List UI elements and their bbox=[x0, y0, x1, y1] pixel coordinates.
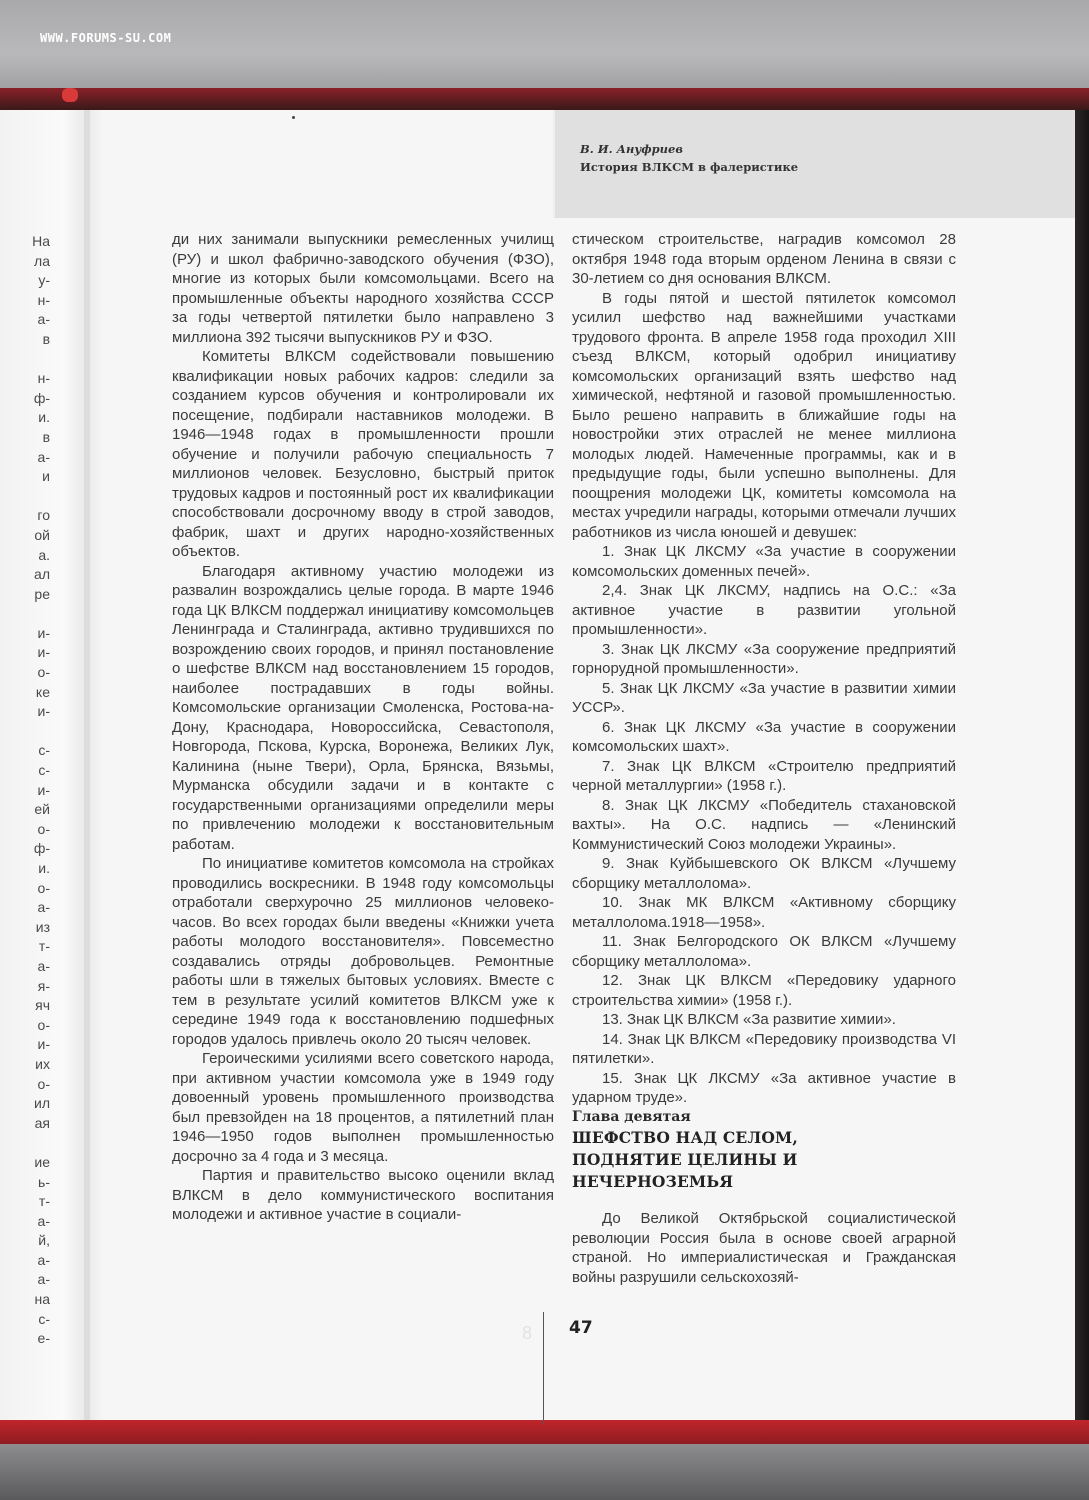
facing-page-line-fragment: ла bbox=[34, 252, 50, 269]
chapter-label: Глава девятая bbox=[572, 1108, 691, 1125]
facing-page-line-fragment: и- bbox=[37, 1036, 50, 1053]
facing-page-line-fragment: а- bbox=[37, 899, 50, 916]
facing-page-line-fragment bbox=[0, 350, 50, 370]
facing-page-line-fragment: и. bbox=[38, 409, 50, 426]
facing-page-line-fragment: ал bbox=[34, 566, 50, 583]
facing-page-line-fragment: н- bbox=[37, 370, 50, 387]
book-cover-top-edge bbox=[0, 88, 1089, 110]
facing-page-line-fragment: с- bbox=[38, 742, 50, 759]
awards-list bbox=[572, 542, 956, 1108]
facing-page-line-fragment: а- bbox=[37, 1212, 50, 1229]
award-list-item: 9. Знак Куйбышевского ОК ВЛКСМ «Лучшему сборщику металлолома». bbox=[572, 855, 956, 892]
chapter-title bbox=[572, 1127, 956, 1193]
facing-page-line-fragment: о- bbox=[37, 820, 50, 837]
chapter-title-line-2: ПОДНЯТИЕ ЦЕЛИНЫ И НЕЧЕРНОЗЕМЬЯ bbox=[572, 1150, 798, 1191]
facing-page-line-fragment: и bbox=[42, 468, 50, 485]
chapter-title-line-1: ШЕФСТВО НАД СЕЛОМ, bbox=[572, 1128, 799, 1147]
facing-page-line-fragment: о- bbox=[37, 664, 50, 681]
facing-page-line-fragment: из bbox=[35, 918, 50, 935]
award-list-item: 5. Знак ЦК ЛКСМУ «За участие в развитии химии УССР». bbox=[572, 679, 956, 716]
facing-page-line-fragment: ой bbox=[34, 526, 50, 543]
cover-corner-mark bbox=[62, 88, 78, 102]
paragraph: стическом строительстве, наградив комсомол 28 октября 1948 года вторым орденом Ленина в связи с 30-летием со дня основания ВЛКСМ. bbox=[572, 231, 956, 287]
facing-page-line-fragment: и- bbox=[37, 703, 50, 720]
paragraph: Комитеты ВЛКСМ содействовали повышению квалификации новых рабочих кадров: следили за созданием курсов обучения и контролировали их посещение, подбирали наставников молодежи. В 1946—1948 годах в промышленности прошли обучение и получили рабочую специальность 7 миллионов человек. Безусловно, быстрый приток трудовых кадров и постоянный рост их квалификации способствовали досрочному вводу в строй заводов, фабрик, шахт и других народно-хозяйственных объектов. bbox=[172, 348, 554, 560]
page-number: 47 bbox=[569, 1318, 593, 1338]
award-list-item: 11. Знак Белгородского ОК ВЛКСМ «Лучшему сборщику металлолома». bbox=[572, 933, 956, 970]
award-list-item: 2,4. Знак ЦК ЛКСМУ, надпись на О.С.: «За активное участие в развитии угольной промышленности». bbox=[572, 582, 956, 638]
facing-page-line-fragment: их bbox=[35, 1055, 50, 1072]
award-list-item: 1. Знак ЦК ЛКСМУ «За участие в сооружении комсомольских доменных печей». bbox=[572, 543, 956, 580]
header-divider bbox=[553, 110, 555, 218]
facing-page-line-fragment: яч bbox=[35, 997, 50, 1014]
facing-page-line-fragment: й, bbox=[38, 1232, 50, 1249]
facing-page-line-fragment: го bbox=[37, 507, 50, 524]
facing-page-text-fragments bbox=[0, 232, 50, 1349]
facing-page-line-fragment bbox=[0, 604, 50, 624]
paragraph: В годы пятой и шестой пятилеток комсомол усилил шефство над важнейшими участками трудового фронта. В апреле 1958 года проходил XIII съезд ВЛКСМ, который одобрил инициативу комсомольских организаций взять шефство над химической, нефтяной и газовой промышленностью. Было решено направить в ближайшие годы на новостройки этих отраслей не менее миллиона молодых людей. Намеченные программы, как и в предыдущие годы, были успешно выполнены. Для поощрения молодежи ЦК, комитеты комсомола на местах учредили награды, которыми отмечали лучших работников из числа юношей и девушек: bbox=[572, 289, 956, 541]
facing-page-line-fragment: н- bbox=[37, 291, 50, 308]
facing-page-line-fragment: и. bbox=[38, 860, 50, 876]
award-list-item: 10. Знак МК ВЛКСМ «Активному сборщику металлолома.1918—1958». bbox=[572, 894, 956, 931]
facing-page-line-fragment: а- bbox=[37, 1271, 50, 1288]
facing-page-line-fragment: я- bbox=[37, 977, 50, 994]
award-list-item: 7. Знак ЦК ВЛКСМ «Строителю предприятий черной металлургии» (1958 г.). bbox=[572, 757, 956, 794]
facing-page-line-fragment: у- bbox=[38, 272, 50, 289]
paragraph: Благодаря активному участию молодежи из развалин возрождались целые города. В марте 1946 года ЦК ВЛКСМ поддержал инициативу комсомольцев Ленинграда и Сталинграда, активно трудившихся по возрождению своих городов, и принял постановление о шефстве ВЛКСМ над восстановлением 15 городов, наиболее пострадавших в годы войны. Комсомольские организации Смоленска, Ростова-на-Дону, Краснодара, Новороссийска, Севастополя, Новгорода, Пскова, Курска, Воронежа, Великих Лук, Калинина (ныне Твери), Орла, Брянска, Вязьмы, Мурманска обсудили задачи и в контакте с государственными организациями определили меры по привлечению молодежи к восстановительным работам. bbox=[172, 562, 554, 853]
facing-page-line-fragment bbox=[0, 722, 50, 742]
facing-page-line-fragment: ф- bbox=[33, 840, 50, 857]
watermark: WWW.FORUMS-SU.COM bbox=[40, 31, 172, 45]
facing-page-line-fragment: а- bbox=[37, 957, 50, 974]
paragraph: Партия и правительство высоко оценили вклад ВЛКСМ в дело коммунистического воспитания молодежи и активное участие в социали- bbox=[172, 1167, 554, 1223]
award-list-item: 6. Знак ЦК ЛКСМУ «За участие в сооружении комсомольских шахт». bbox=[572, 718, 956, 755]
award-list-item: 15. Знак ЦК ЛКСМУ «За активное участие в ударном труде». bbox=[572, 1069, 956, 1106]
facing-page-line-fragment: а- bbox=[37, 1251, 50, 1268]
facing-page-line-fragment: и- bbox=[37, 781, 50, 798]
facing-page-line-fragment: а- bbox=[37, 448, 50, 465]
facing-page-line-fragment: с- bbox=[38, 762, 50, 779]
facing-page-line-fragment bbox=[0, 487, 50, 507]
book-cover-right-edge bbox=[1075, 110, 1089, 1430]
facing-page-line-fragment: в bbox=[42, 330, 50, 347]
facing-page-line-fragment: на bbox=[34, 1291, 50, 1308]
facing-page-line-fragment: о- bbox=[37, 1075, 50, 1092]
award-list-item: 13. Знак ЦК ВЛКСМ «За развитие химии». bbox=[602, 1011, 896, 1028]
right-column-paragraphs bbox=[572, 230, 956, 542]
facing-page-line-fragment: и- bbox=[37, 644, 50, 661]
facing-page-line-fragment: т- bbox=[38, 938, 50, 955]
running-header-book-title: История ВЛКСМ в фалеристике bbox=[580, 160, 799, 174]
scan-background-top bbox=[0, 0, 1089, 90]
facing-page-line-fragment: а- bbox=[37, 311, 50, 328]
column-divider-line bbox=[543, 1312, 544, 1424]
left-text-column bbox=[172, 230, 554, 1225]
facing-page-line-fragment: ая bbox=[34, 1114, 50, 1131]
award-list-item: 12. Знак ЦК ВЛКСМ «Передовику ударного строительства химии» (1958 г.). bbox=[572, 972, 956, 1009]
right-text-column bbox=[572, 230, 956, 1287]
paragraph: По инициативе комитетов комсомола на стройках проводились воскресники. В 1948 году комсомольцы отработали сверхурочно 25 миллионов человеко-часов. Во всех городах были введены «Книжки учета работы молодого восстановителя». Повсеместно создавались отряды добровольцев. Ремонтные работы шли в тяжелых бытовых условиях. Вместе с тем в результате усилий комитетов ВЛКСМ уже к середине 1949 года к восстановлению подшефных городов удалось привлечь около 20 тысяч человек. bbox=[172, 855, 554, 1048]
award-list-item: 8. Знак ЦК ЛКСМУ «Победитель стахановской вахты». На О.С. надпись — «Ленинский Коммунистический Союз молодежи Украины». bbox=[572, 796, 956, 853]
award-list-item: 3. Знак ЦК ЛКСМУ «За сооружение предприятий горнорудной промышленности». bbox=[572, 640, 956, 677]
facing-page-line-fragment: с- bbox=[38, 1310, 50, 1327]
book-cover-bottom-edge bbox=[0, 1420, 1089, 1444]
gutter-shadow bbox=[84, 110, 104, 1422]
facing-page-line-fragment: о- bbox=[37, 1016, 50, 1033]
award-list-item: 14. Знак ЦК ВЛКСМ «Передовику производства VI пятилетки». bbox=[572, 1030, 956, 1067]
facing-page-line-fragment bbox=[0, 1133, 50, 1153]
facing-page-line-fragment: о- bbox=[37, 879, 50, 896]
facing-page-line-fragment: ре bbox=[34, 585, 50, 602]
facing-page-line-fragment: и- bbox=[37, 624, 50, 641]
scan-background-bottom bbox=[0, 1444, 1089, 1500]
paragraph: Героическими усилиями всего советского народа, при активном участии комсомола уже в 1949 году довоенный уровень промышленного производства был превзойден на 18 процентов, а пятилетний план 1946—1950 годов выполнен промышленностью досрочно за 4 года и 3 месяца. bbox=[172, 1050, 554, 1165]
facing-page-line-fragment: ие bbox=[34, 1153, 50, 1170]
facing-page-line-fragment: ь- bbox=[38, 1173, 50, 1190]
facing-page-line-fragment: т- bbox=[38, 1193, 50, 1210]
facing-page-line-fragment: а. bbox=[38, 546, 50, 563]
bleed-through-page-number: 8 bbox=[522, 1323, 533, 1343]
facing-page-line-fragment: в bbox=[42, 428, 50, 445]
facing-page-line-fragment: ф- bbox=[33, 389, 50, 406]
facing-page-line-fragment: е- bbox=[37, 1330, 50, 1347]
facing-page-line-fragment: ке bbox=[35, 683, 50, 700]
chapter-first-paragraph: До Великой Октябрьской социалистической революции Россия была в основе своей аграрной страной. Но империалистическая и Гражданская войны разрушили сельскохозяй- bbox=[572, 1210, 956, 1286]
running-header-author: В. И. Ануфриев bbox=[580, 142, 683, 156]
facing-page-line-fragment: На bbox=[32, 233, 50, 249]
scan-speck bbox=[292, 116, 295, 119]
paragraph: ди них занимали выпускники ремесленных училищ (РУ) и школ фабрично-заводского обучения (ФЗО), многие из которых были комсомольцами. Всего на промышленные объекты народного хозяйства СССР за годы четвертой пятилетки было направлено 3 миллиона 392 тысячи выпускников РУ и ФЗО. bbox=[172, 231, 554, 346]
facing-page-line-fragment: ей bbox=[34, 801, 50, 818]
facing-page-line-fragment: ил bbox=[34, 1095, 50, 1112]
